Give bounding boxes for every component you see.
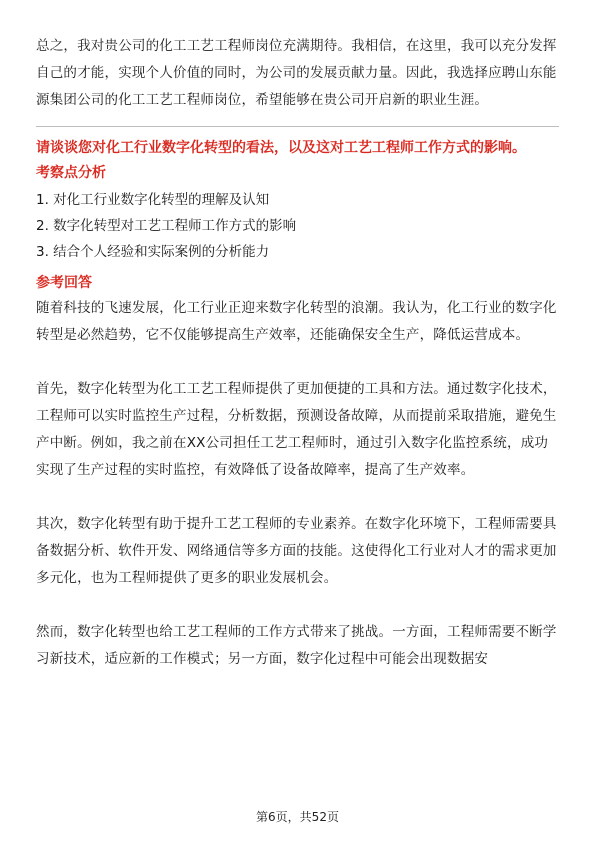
analysis-title: 考察点分析 [36,165,106,181]
page-content [36,33,559,673]
intro-paragraph: 总之，我对贵公司的化工工艺工程师岗位充满期待。我相信，在这里，我可以充分发挥自己的才能，实现个人价值的同时，为公司的发展贡献力量。因此，我选择应聘山东能源集团公司的化工工艺工程师岗位，希望能够在贵公司开启新的职业生涯。 [36,38,557,108]
analysis-list [36,187,559,265]
analysis-item: 3. 结合个人经验和实际案例的分析能力 [36,244,270,260]
reference-paragraph: 随着科技的飞速发展，化工行业正迎来数字化转型的浪潮。我认为，化工行业的数字化转型是必然趋势，它不仅能够提高生产效率，还能确保安全生产，降低运营成本。 [36,300,557,343]
analysis-item: 2. 数字化转型对工艺工程师工作方式的影响 [36,218,297,234]
analysis-item: 1. 对化工行业数字化转型的理解及认知 [36,192,270,208]
reference-paragraph: 其次，数字化转型有助于提升工艺工程师的专业素养。在数字化环境下，工程师需要具备数据分析、软件开发、网络通信等多方面的技能。这使得化工行业对人才的需求更加多元化，也为工程师提供了更多的职业发展机会。 [36,516,557,586]
reference-answer-title: 参考回答 [36,275,92,291]
page-number: 第6页，共52页 [256,810,339,824]
reference-paragraph: 然而，数字化转型也给工艺工程师的工作方式带来了挑战。一方面，工程师需要不断学习新技术，适应新的工作模式；另一方面，数字化过程中可能会出现数据安 [36,624,557,667]
interview-question: 请谈谈您对化工行业数字化转型的看法，以及这对工艺工程师工作方式的影响。 [36,140,526,156]
reference-paragraph: 首先，数字化转型为化工工艺工程师提供了更加便捷的工具和方法。通过数字化技术，工程师可以实时监控生产过程，分析数据，预测设备故障，从而提前采取措施，避免生产中断。例如，我之前在XX公司担任工艺工程师时，通过引入数字化监控系统，成功实现了生产过程的实时监控，有效降低了设备故障率，提高了生产效率。 [36,381,557,478]
section-divider [36,126,559,127]
